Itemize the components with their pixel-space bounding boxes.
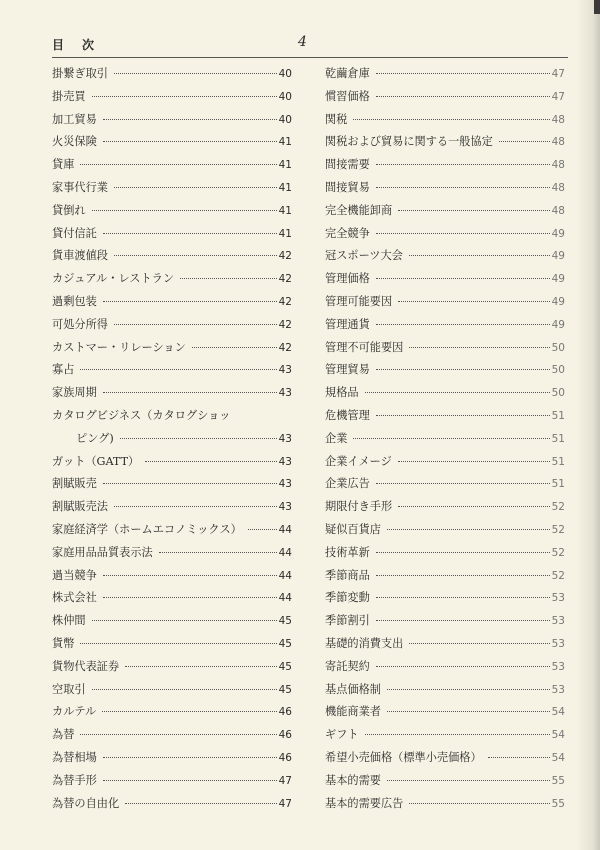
index-page-number: 44 <box>278 569 292 582</box>
index-term: 企業 <box>325 431 348 445</box>
index-term: 基点価格制 <box>325 682 381 696</box>
index-entry <box>325 747 565 770</box>
dot-leader <box>409 255 550 256</box>
index-page-number: 51 <box>551 478 565 491</box>
index-term: 貨幣 <box>52 636 75 650</box>
index-term: 基本的需要広告 <box>325 796 404 810</box>
index-term: 寄託契約 <box>325 659 370 673</box>
index-term: 管理価格 <box>325 272 370 286</box>
index-entry <box>52 245 292 268</box>
dot-leader <box>102 711 276 712</box>
dot-leader <box>248 529 277 530</box>
index-page-number: 51 <box>551 432 565 445</box>
dot-leader <box>365 392 550 393</box>
index-page-number: 53 <box>551 592 565 605</box>
index-entry <box>52 701 292 724</box>
index-term: カルテル <box>52 705 97 719</box>
index-term: 家族周期 <box>52 386 97 400</box>
index-page-number: 46 <box>278 729 292 742</box>
index-entry <box>325 770 565 793</box>
dot-leader <box>92 210 277 211</box>
dot-leader <box>103 757 277 758</box>
dot-leader <box>398 461 550 462</box>
dot-leader <box>398 301 549 302</box>
dot-leader <box>376 369 550 370</box>
index-column-right <box>325 63 565 815</box>
index-term: 管理可能要因 <box>325 294 393 308</box>
index-page-number: 49 <box>551 227 565 240</box>
index-entry <box>52 200 292 223</box>
index-term: 為替 <box>52 728 75 742</box>
index-page-number: 51 <box>551 455 565 468</box>
dot-leader <box>103 301 277 302</box>
dot-leader <box>387 711 550 712</box>
index-page-number: 54 <box>551 706 565 719</box>
index-entry <box>325 337 565 360</box>
index-term: 規格品 <box>325 386 359 400</box>
dot-leader <box>103 597 277 598</box>
index-entry <box>52 177 292 200</box>
index-page-number: 48 <box>551 136 565 149</box>
dot-leader <box>92 620 277 621</box>
dot-leader <box>376 324 550 325</box>
index-term: 企業イメージ <box>325 454 392 468</box>
index-entry <box>325 63 565 86</box>
dot-leader <box>159 552 277 553</box>
dot-leader <box>376 575 550 576</box>
index-term: 為替相場 <box>52 750 97 764</box>
index-term: 掛繋ぎ取引 <box>52 67 108 80</box>
index-term: 割賦販売 <box>52 477 97 491</box>
dot-leader <box>80 734 276 735</box>
dot-leader <box>353 119 549 120</box>
index-page-number: 41 <box>278 227 292 240</box>
index-page-number: 40 <box>278 68 292 80</box>
index-page-number: 44 <box>278 592 292 605</box>
index-page-number: 42 <box>278 273 292 286</box>
index-entry <box>325 86 565 109</box>
index-entry <box>325 587 565 610</box>
dot-leader <box>376 483 550 484</box>
dot-leader <box>376 233 550 234</box>
dot-leader <box>103 392 277 393</box>
index-term: 季節商品 <box>325 568 370 582</box>
index-term: カストマー・リレーション <box>52 340 186 354</box>
dot-leader <box>114 73 277 74</box>
index-page-number: 48 <box>551 204 565 217</box>
index-entry <box>52 496 292 519</box>
index-page-number: 50 <box>551 341 565 354</box>
dot-leader <box>114 187 277 188</box>
dot-leader <box>125 666 276 667</box>
index-entry <box>325 679 565 702</box>
dot-leader <box>92 96 277 97</box>
index-page-number: 46 <box>278 706 292 719</box>
index-entry <box>325 177 565 200</box>
index-term: 冠スポーツ大会 <box>325 249 403 263</box>
dot-leader <box>376 164 550 165</box>
dot-leader <box>409 347 549 348</box>
index-term: 期限付き手形 <box>325 500 393 514</box>
index-term: ピング) <box>76 431 114 445</box>
index-entry <box>325 656 565 679</box>
index-entry <box>52 63 292 86</box>
index-term: ギフト <box>325 728 359 742</box>
index-term: 株式会社 <box>52 591 97 605</box>
dot-leader <box>103 233 277 234</box>
index-page-number: 49 <box>551 250 565 263</box>
dot-leader <box>398 210 549 211</box>
index-entry <box>52 382 292 405</box>
dot-leader <box>387 529 550 530</box>
index-term: 間接貿易 <box>325 180 370 194</box>
dot-leader <box>103 483 277 484</box>
index-term: 希望小売価格（標準小売価格） <box>325 750 482 764</box>
index-term: 加工貿易 <box>52 112 97 126</box>
dot-leader <box>376 620 550 621</box>
dot-leader <box>376 96 550 97</box>
index-entry <box>52 359 292 382</box>
dot-leader <box>103 141 277 142</box>
index-page-number: 45 <box>278 615 292 628</box>
index-term: 管理通貨 <box>325 317 370 331</box>
index-page-number: 43 <box>278 364 292 377</box>
index-page-number: 40 <box>278 90 292 103</box>
index-entry <box>52 473 292 496</box>
dot-leader <box>103 575 277 576</box>
index-page-number: 49 <box>551 273 565 286</box>
index-page-number: 41 <box>278 136 292 149</box>
index-entry <box>325 359 565 382</box>
index-term: 貸付信託 <box>52 226 97 240</box>
index-page-number: 47 <box>278 797 292 810</box>
index-page-number: 42 <box>278 250 292 263</box>
index-term: 家庭用品品質表示法 <box>52 545 153 559</box>
dot-leader <box>499 141 550 142</box>
index-entry <box>325 724 565 747</box>
index-entry <box>325 633 565 656</box>
dot-leader <box>365 734 550 735</box>
dot-leader <box>376 187 550 188</box>
index-page-number: 42 <box>278 295 292 308</box>
index-page-number: 45 <box>278 683 292 696</box>
index-page-number: 41 <box>278 204 292 217</box>
index-term: 間接需要 <box>325 158 370 172</box>
dot-leader <box>376 415 550 416</box>
index-term: 危機管理 <box>325 408 370 422</box>
index-entry <box>52 154 292 177</box>
index-term: 技術革新 <box>325 545 370 559</box>
index-entry <box>52 610 292 633</box>
index-term: 関税および貿易に関する一般協定 <box>325 135 493 149</box>
index-term: 管理貿易 <box>325 363 370 377</box>
index-term: 基礎的消費支出 <box>325 636 404 650</box>
index-term: カタログビジネス（カタログショッ <box>52 408 231 422</box>
index-page-number: 50 <box>551 387 565 400</box>
dot-leader <box>80 643 276 644</box>
index-entry <box>325 701 565 724</box>
index-entry <box>325 519 565 542</box>
index-page-number: 52 <box>551 523 565 536</box>
index-page-number: 54 <box>551 751 565 764</box>
dot-leader <box>114 255 277 256</box>
index-term: 空取引 <box>52 682 86 696</box>
index-entry <box>52 86 292 109</box>
page-number: 4 <box>298 34 307 50</box>
index-entry <box>52 565 292 588</box>
index-page-number: 43 <box>278 432 292 445</box>
index-column-left <box>52 63 292 815</box>
index-page-number: 49 <box>551 318 565 331</box>
index-entry <box>325 542 565 565</box>
index-term: 基本的需要 <box>325 773 381 787</box>
index-page-number: 46 <box>278 751 292 764</box>
index-entry <box>52 633 292 656</box>
dot-leader <box>103 780 277 781</box>
dot-leader <box>409 643 549 644</box>
index-entry <box>325 405 565 428</box>
dot-leader <box>387 780 550 781</box>
index-page-number: 47 <box>551 68 565 80</box>
dot-leader <box>92 689 277 690</box>
index-page-number: 44 <box>278 523 292 536</box>
dot-leader <box>80 369 276 370</box>
index-entry <box>325 565 565 588</box>
index-page-number: 48 <box>551 159 565 172</box>
index-term: 可処分所得 <box>52 317 108 331</box>
index-entry <box>325 314 565 337</box>
index-term: 機能商業者 <box>325 705 381 719</box>
index-term: 過剰包装 <box>52 294 97 308</box>
index-term: 貸庫 <box>52 158 75 172</box>
index-entry <box>52 314 292 337</box>
index-entry <box>52 291 292 314</box>
index-entry <box>52 268 292 291</box>
dot-leader <box>353 438 549 439</box>
index-entry <box>325 154 565 177</box>
index-page-number: 40 <box>278 113 292 126</box>
index-term: 火災保険 <box>52 135 97 149</box>
dot-leader <box>114 506 277 507</box>
index-term: 管理不可能要因 <box>325 340 404 354</box>
index-page-number: 41 <box>278 181 292 194</box>
index-entry <box>325 200 565 223</box>
index-term: 疑似百貨店 <box>325 522 381 536</box>
index-term: 為替の自由化 <box>52 796 120 810</box>
index-page-number: 47 <box>551 90 565 103</box>
index-page-number: 45 <box>278 660 292 673</box>
index-entry <box>325 382 565 405</box>
dot-leader <box>376 278 550 279</box>
index-entry <box>52 131 292 154</box>
index-entry <box>52 519 292 542</box>
index-term: 家事代行業 <box>52 180 108 194</box>
index-term: 貨車渡値段 <box>52 249 108 263</box>
index-entry <box>52 656 292 679</box>
page-edge-shadow <box>576 0 600 850</box>
index-page-number: 48 <box>551 181 565 194</box>
index-term: 割賦販売法 <box>52 500 108 514</box>
index-page-number: 53 <box>551 660 565 673</box>
index-term: 完全機能卸商 <box>325 203 393 217</box>
index-page-number: 44 <box>278 546 292 559</box>
dot-leader <box>376 73 550 74</box>
index-entry <box>52 451 292 474</box>
index-page-number: 43 <box>278 478 292 491</box>
index-term: 関税 <box>325 112 348 126</box>
index-term: 季節変動 <box>325 591 370 605</box>
index-term: 家庭経済学（ホームエコノミックス） <box>52 522 242 536</box>
index-entry <box>325 109 565 132</box>
index-page-number: 48 <box>551 113 565 126</box>
index-term: 過当競争 <box>52 568 97 582</box>
index-entry <box>325 496 565 519</box>
index-entry <box>325 131 565 154</box>
index-entry <box>325 451 565 474</box>
index-entry <box>52 587 292 610</box>
index-page-number: 53 <box>551 615 565 628</box>
dot-leader <box>409 803 549 804</box>
dot-leader <box>125 803 276 804</box>
index-term: カジュアル・レストラン <box>52 272 175 286</box>
dot-leader <box>114 324 277 325</box>
index-entry <box>52 405 292 428</box>
dot-leader <box>387 689 550 690</box>
index-page-number: 55 <box>551 774 565 787</box>
index-page-number: 45 <box>278 637 292 650</box>
index-page-number: 43 <box>278 455 292 468</box>
index-page-number: 42 <box>278 318 292 331</box>
index-page-number: 43 <box>278 501 292 514</box>
dot-leader <box>80 164 276 165</box>
index-term: 企業広告 <box>325 477 370 491</box>
index-entry <box>52 428 292 451</box>
index-entry <box>52 747 292 770</box>
dot-leader <box>398 506 549 507</box>
index-page-number: 52 <box>551 569 565 582</box>
index-term: 慣習価格 <box>325 89 370 103</box>
index-entry <box>52 724 292 747</box>
index-page-number: 43 <box>278 387 292 400</box>
index-entry <box>325 245 565 268</box>
header-rule <box>52 57 568 58</box>
index-entry <box>325 473 565 496</box>
index-entry <box>325 268 565 291</box>
dot-leader <box>145 461 276 462</box>
index-page-number: 49 <box>551 295 565 308</box>
index-page-number: 53 <box>551 683 565 696</box>
index-entry <box>52 109 292 132</box>
index-page-number: 55 <box>551 797 565 810</box>
index-entry <box>325 291 565 314</box>
index-term: ガット（GATT） <box>52 454 140 468</box>
page-edge-tab <box>594 0 600 14</box>
index-term: 貸倒れ <box>52 203 86 217</box>
index-page-number: 53 <box>551 637 565 650</box>
index-entry <box>325 223 565 246</box>
index-page-number: 54 <box>551 729 565 742</box>
dot-leader <box>376 666 550 667</box>
index-entry <box>52 679 292 702</box>
dot-leader <box>103 119 277 120</box>
index-entry <box>52 337 292 360</box>
index-page-number: 42 <box>278 341 292 354</box>
dot-leader <box>488 757 550 758</box>
index-entry <box>52 223 292 246</box>
index-term: 株仲間 <box>52 614 86 628</box>
index-page-number: 52 <box>551 546 565 559</box>
index-entry <box>325 610 565 633</box>
page-title: 目次 <box>52 38 113 52</box>
index-page-number: 47 <box>278 774 292 787</box>
index-entry <box>52 793 292 816</box>
index-term: 寡占 <box>52 363 75 377</box>
index-page-number: 41 <box>278 159 292 172</box>
index-page-number: 51 <box>551 409 565 422</box>
index-entry <box>325 428 565 451</box>
dot-leader <box>120 438 277 439</box>
index-entry <box>325 793 565 816</box>
index-page-number: 52 <box>551 501 565 514</box>
index-term: 貨物代表証券 <box>52 659 120 673</box>
dot-leader <box>192 347 277 348</box>
index-entry <box>52 770 292 793</box>
dot-leader <box>376 552 550 553</box>
index-term: 乾繭倉庫 <box>325 67 370 80</box>
index-term: 季節割引 <box>325 614 370 628</box>
index-term: 為替手形 <box>52 773 97 787</box>
index-entry <box>52 542 292 565</box>
dot-leader <box>376 597 550 598</box>
index-term: 掛売買 <box>52 89 86 103</box>
dot-leader <box>180 278 277 279</box>
index-term: 完全競争 <box>325 226 370 240</box>
index-page-number: 50 <box>551 364 565 377</box>
